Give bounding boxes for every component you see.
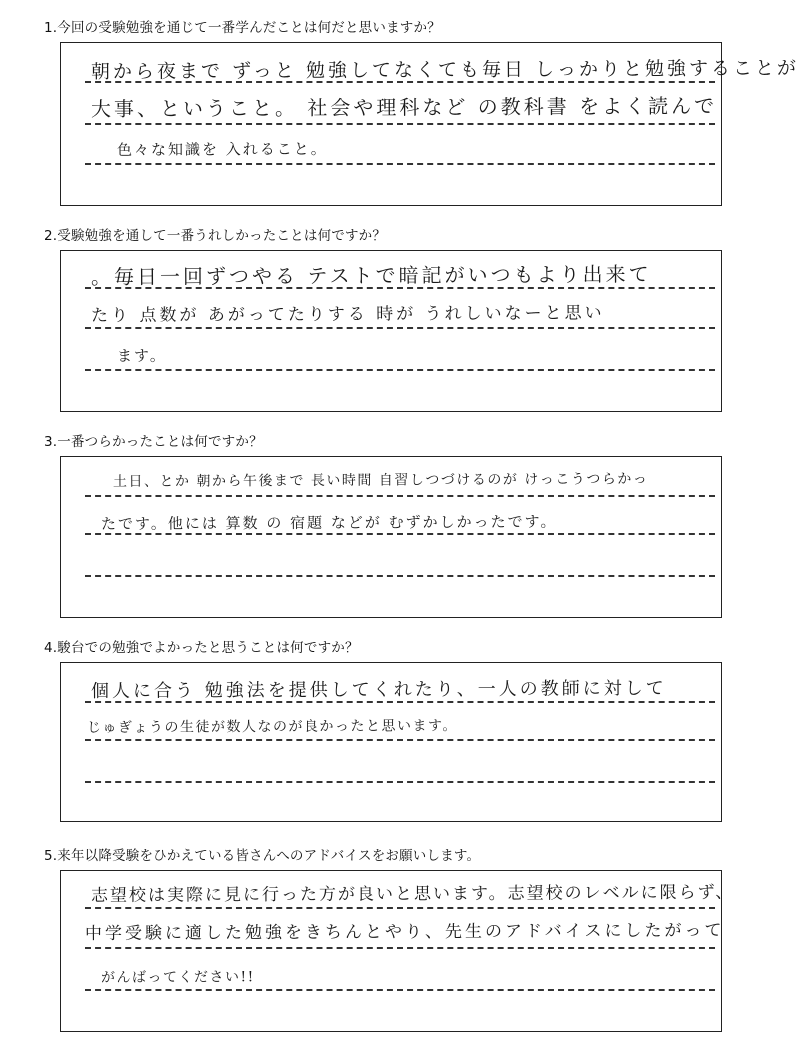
answer-3-rule-2 <box>85 533 715 535</box>
answer-5-rule-3 <box>85 989 715 991</box>
answer-4-rule-2 <box>85 739 715 741</box>
answer-5-rule-1 <box>85 907 715 909</box>
question-4: 4.駿台での勉強でよかったと思うことは何ですか？ <box>44 640 359 656</box>
answer-box-3 <box>60 456 722 618</box>
answer-4-line-2: じゅぎょうの生徒が数人なのが良かったと思います。 <box>86 718 458 736</box>
answer-4-line-1: 個人に合う 勉強法を提供してくれたり、一人の教師に対して <box>90 677 667 702</box>
answer-2-rule-2 <box>85 327 715 329</box>
question-2: 2.受験勉強を通して一番うれしかったことは何ですか？ <box>44 228 387 244</box>
answer-1-line-1: 朝から夜まで ずっと 勉強してなくても毎日 しっかりと勉強することが <box>90 57 800 83</box>
answer-5-line-2: 中学受験に適した勉強をきちんとやり、先生のアドバイスにしたがって <box>84 920 725 944</box>
answer-1-rule-2 <box>85 123 715 125</box>
answer-4-rule-3 <box>85 781 715 783</box>
answer-5-rule-2 <box>85 947 715 949</box>
question-5: 5.来年以降受験をひかえている皆さんへのアドバイスをお願いします。 <box>44 848 481 864</box>
answer-box-2 <box>60 250 722 412</box>
answer-2-rule-1 <box>85 287 715 289</box>
question-3: 3.一番つらかったことは何ですか？ <box>44 434 263 450</box>
answer-3-line-1: 土日、とか 朝から午後まで 長い時間 自習しつづけるのが けっこうつらかっ <box>112 471 649 490</box>
answer-2-line-3: ます。 <box>116 346 167 365</box>
answer-3-rule-1 <box>85 495 715 497</box>
answer-5-line-1: 志望校は実際に見に行った方が良いと思います。志望校のレベルに限らず、 <box>90 882 735 906</box>
answer-2-line-2: たり 点数が あがってたりする 時が うれしいなーと思い <box>90 303 605 326</box>
answer-1-line-2: 大事、ということ。 社会や理科など の教科書 をよく読んで <box>90 93 718 121</box>
answer-4-rule-1 <box>85 701 715 703</box>
answer-3-rule-3 <box>85 575 715 577</box>
answer-1-line-3: 色々な知識を 入れること。 <box>116 139 328 159</box>
answer-box-5 <box>60 870 735 1032</box>
answer-1-rule-1 <box>85 81 715 83</box>
answer-2-rule-3 <box>85 369 715 371</box>
answer-5-line-3: がんばってください!! <box>100 969 255 986</box>
question-1: 1.今回の受験勉強を通じて一番学んだことは何だと思いますか？ <box>44 20 441 36</box>
answer-box-4 <box>60 662 722 822</box>
answer-2-line-1: 。毎日一回ずつやる テストで暗記がいつもより出来て <box>90 262 652 289</box>
answer-box-1 <box>60 42 800 206</box>
answer-1-rule-3 <box>85 163 715 165</box>
answer-3-line-2: たです。他には 算数 の 宿題 などが むずかしかったです。 <box>100 512 558 533</box>
